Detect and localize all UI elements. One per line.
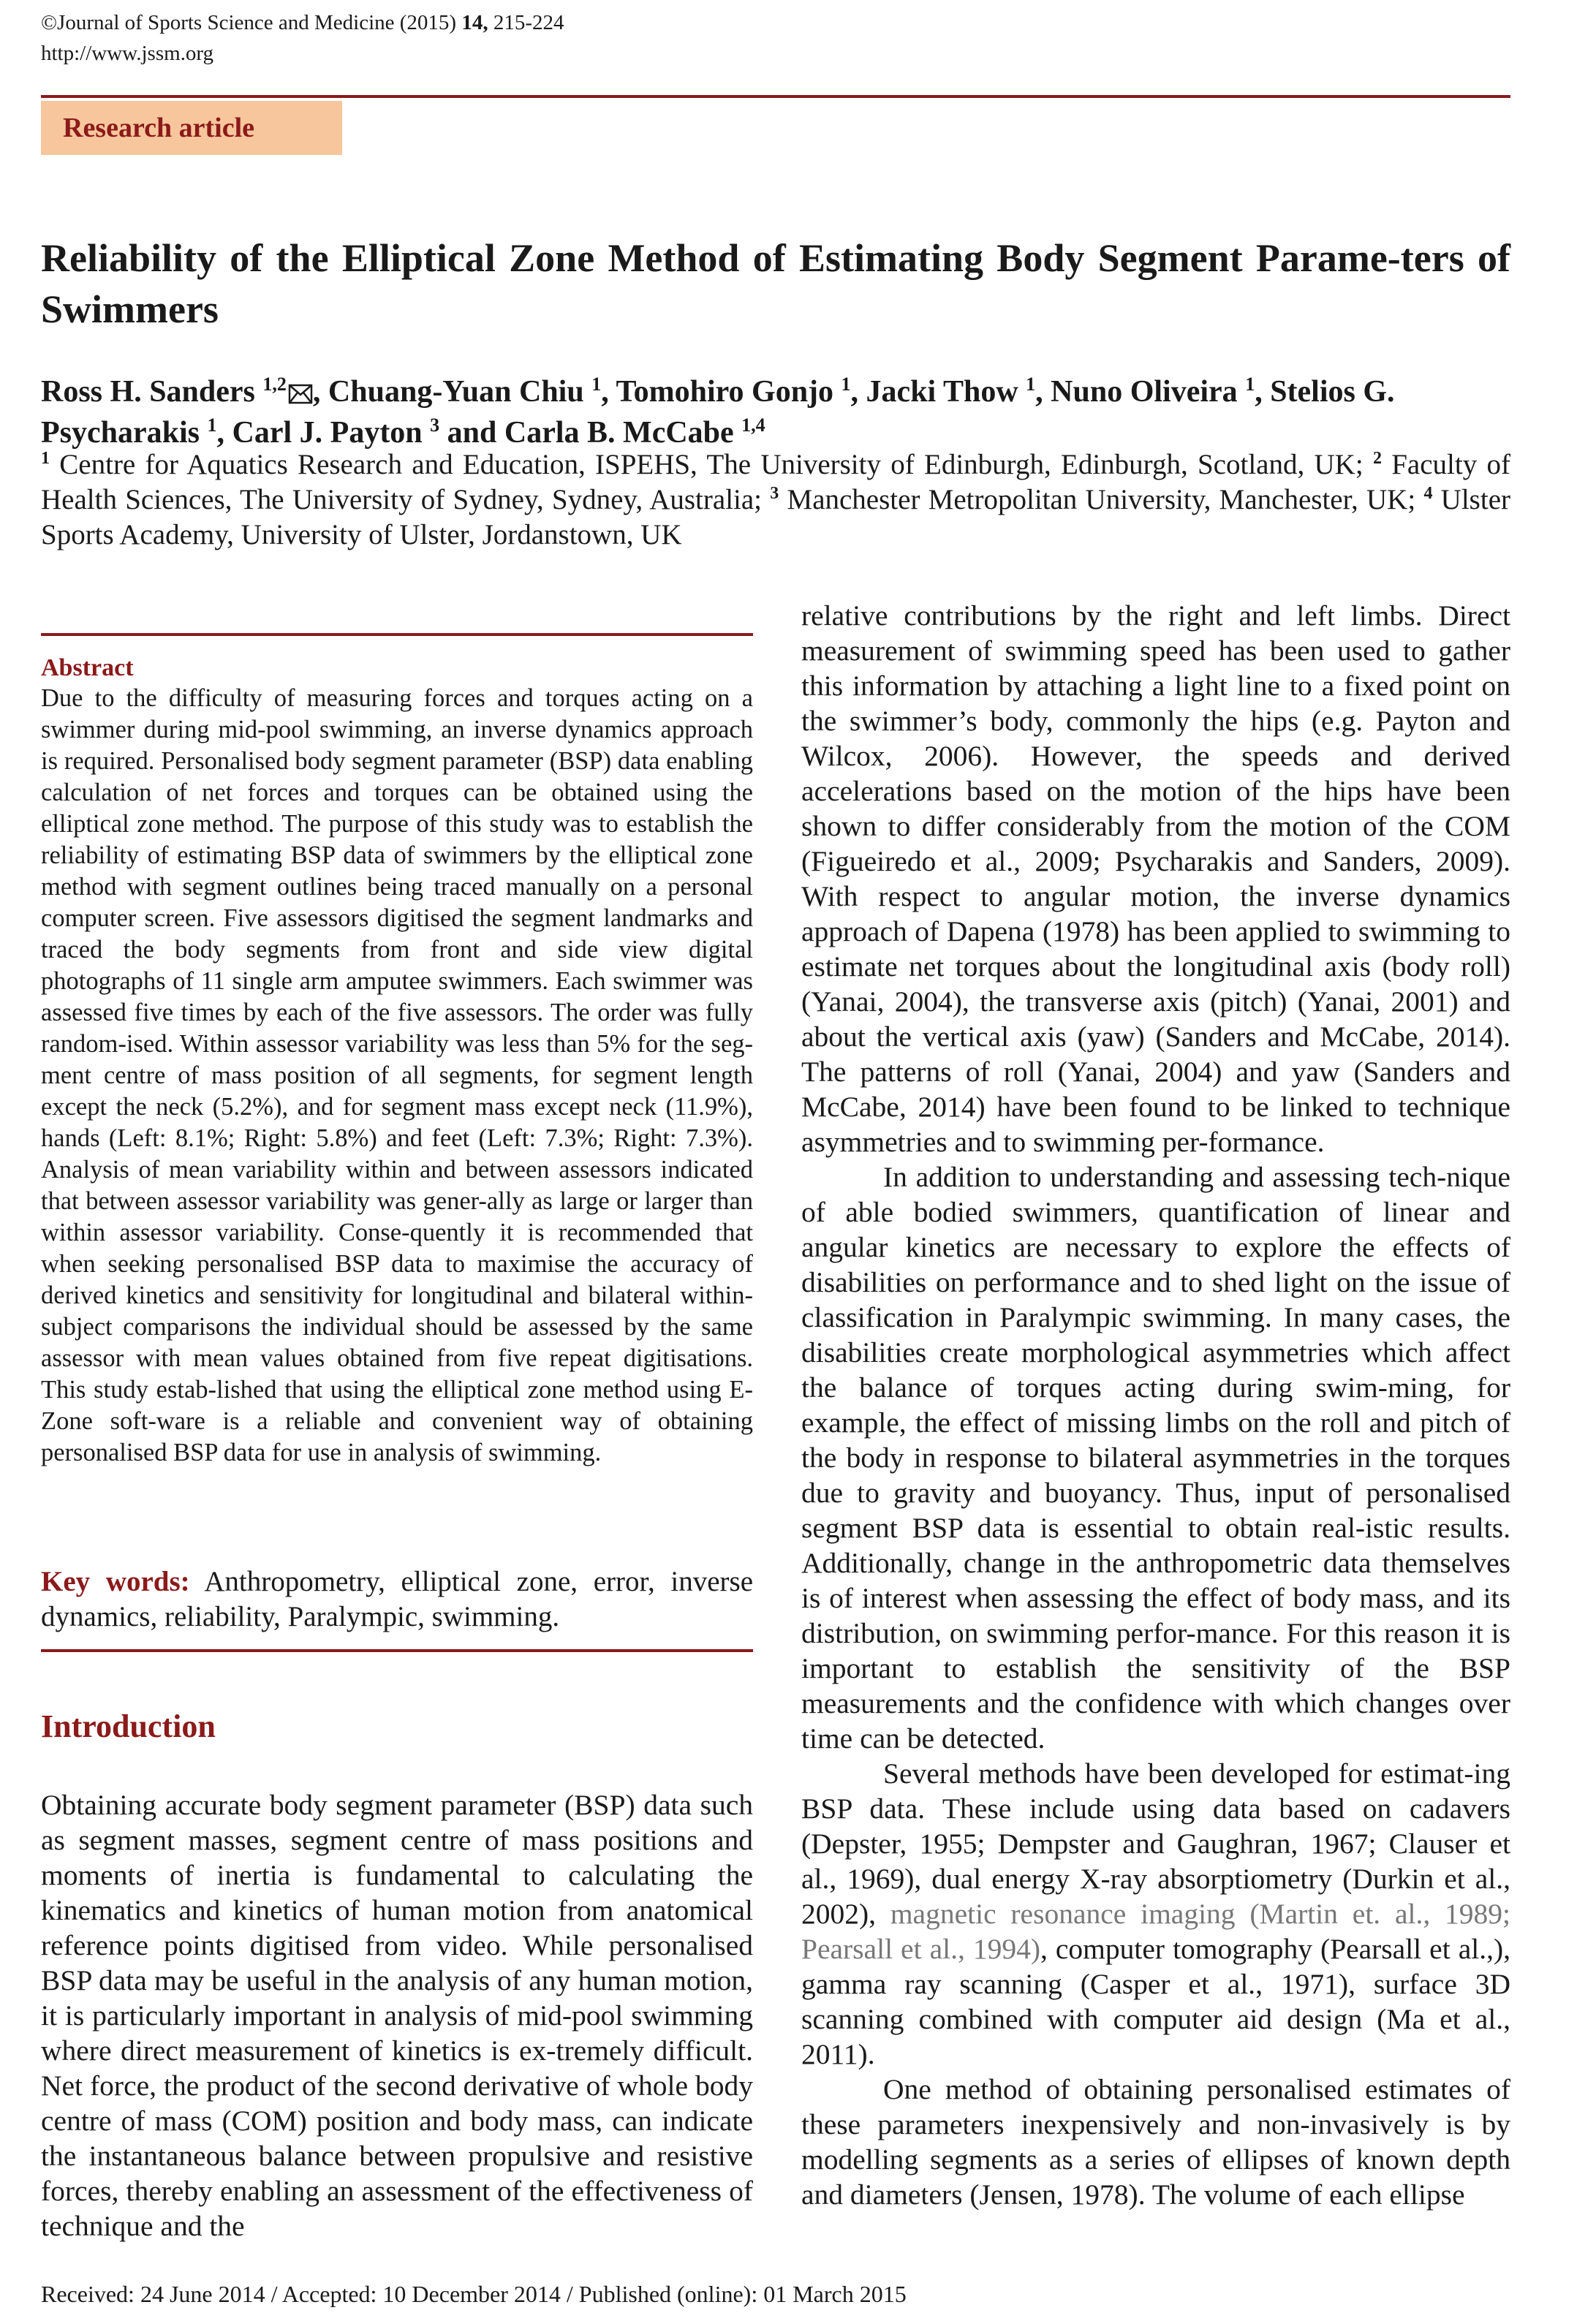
author-name: Jacki Thow — [866, 375, 1018, 409]
author-affiliation-marker: 1 — [1245, 374, 1255, 395]
author-affiliation-marker: 1 — [207, 414, 217, 436]
right-column-text — [801, 598, 1510, 2212]
keywords-label: Key words: — [41, 1566, 190, 1597]
abstract-top-rule — [41, 633, 753, 636]
author-name: Stelios G. Psycharakis — [41, 375, 1395, 450]
author-name: Tomohiro Gonjo — [616, 375, 834, 409]
keywords — [41, 1564, 753, 1635]
affiliation-number: 1 — [41, 449, 50, 468]
author-name: Ross H. Sanders — [41, 375, 255, 409]
author-separator: , — [1255, 375, 1271, 409]
header-rule — [41, 95, 1510, 98]
author-separator: , — [1035, 375, 1051, 409]
intro-paragraph-5: One method of obtaining personalised estimates of these parameters inexpensively and non-invasively is by modelling segments as a series of ellipses of known depth and diameters (Jensen, 1978). The volume of each ellipse — [801, 2073, 1510, 2211]
affiliation-text: Manchester Metropolitan University, Manchester, UK; — [779, 484, 1424, 515]
author-affiliation-marker: 1,2 — [262, 374, 287, 395]
envelope-icon[interactable] — [288, 376, 313, 414]
author-name: Carla B. McCabe — [504, 416, 734, 450]
author-affiliation-marker: 1 — [1026, 374, 1036, 395]
journal-citation: ©Journal of Sports Science and Medicine (2015) 14, 215-224 — [41, 11, 564, 34]
intro-paragraph-4: Several methods have been developed for estimat-ing BSP data. These include using data based on cadavers (Depster, 1955; Dempster and Gaughran, 1967; Clauser et al., 1969), dual energy X-ray absorptiometry (Durkin et al., 2002), magnetic resonance imaging (Martin et. al., 1989; Pearsall et al., 1994), computer tomography (Pearsall et al.,), gamma ray scanning (Casper et al., 1971), surface 3D scanning combined with computer aid design (Ma et al., 2011). — [801, 1757, 1510, 2070]
author-separator: , — [850, 375, 866, 409]
author-name: Nuno Oliveira — [1051, 375, 1238, 409]
author-affiliation-marker: 1 — [591, 374, 602, 395]
article-title: Reliability of the Elliptical Zone Method of Estimating Body Segment Parame-ters of Swimmers — [41, 236, 1510, 331]
affiliations — [41, 447, 1510, 553]
affiliation-text: Ulster Sports Academy, University of Ulster, Jordanstown, UK — [41, 484, 1510, 550]
journal-url[interactable]: http://www.jssm.org — [41, 42, 214, 65]
author-separator: , — [216, 416, 232, 450]
abstract-heading: Abstract — [41, 654, 134, 681]
intro-paragraph-2: relative contributions by the right and left limbs. Direct measurement of swimming speed has been used to gather this information by attaching a light line to a fixed point on the swimmer’s body, commonly the hips (e.g. Payton and Wilcox, 2006). However, the speeds and derived accelerations based on the motion of the hips have been shown to differ considerably from the motion of the COM (Figueiredo et al., 2009; Psycharakis and Sanders, 2009). With respect to angular motion, the inverse dynamics approach of Dapena (1978) has been applied to swimming to estimate net torques about the longitudinal axis (body roll) (Yanai, 2004), the transverse axis (pitch) (Yanai, 2001) and about the vertical axis (yaw) (Sanders and McCabe, 2014). The patterns of roll (Yanai, 2004) and yaw (Sanders and McCabe, 2014) have been found to be linked to technique asymmetries and to swimming per-formance. — [801, 599, 1510, 1158]
journal-header — [41, 7, 564, 69]
author-affiliation-marker: 1,4 — [741, 414, 765, 436]
intro-paragraph-1: Obtaining accurate body segment parameter (BSP) data such as segment masses, segment centre of mass positions and moments of inertia is fundamental to calculating the kinematics and kinetics of human motion from anatomical reference points digitised from video. While personalised BSP data may be useful in the analysis of any human motion, it is particularly important in analysis of mid-pool swimming where direct measurement of kinetics is ex-tremely difficult. Net force, the product of the second derivative of whole body centre of mass (COM) position and body mass, can indicate the instantaneous balance between propulsive and resistive forces, thereby enabling an assessment of the effectiveness of technique and the — [41, 1789, 753, 2242]
author-affiliation-marker: 1 — [841, 374, 851, 395]
introduction-heading: Introduction — [41, 1708, 216, 1744]
author-separator: and — [439, 416, 504, 450]
grey-citation-text: magnetic resonance imaging (Martin et. al., 1989; Pearsall et al., 1994) — [801, 1898, 1510, 1965]
publication-dates: Received: 24 June 2014 / Accepted: 10 December 2014 / Published (online): 01 March 2015 — [41, 2281, 907, 2307]
author-name: Chuang-Yuan Chiu — [328, 375, 584, 409]
author-separator: , — [601, 375, 616, 409]
author-list — [41, 373, 1510, 452]
affiliation-text: Centre for Aquatics Research and Education, ISPEHS, The University of Edinburgh, Edinburgh, Scotland, UK; — [50, 449, 1373, 480]
abstract-text: Due to the difficulty of measuring forces and torques acting on a swimmer during mid-pool swimming, an inverse dynamics approach is required. Personalised body segment parameter (BSP) data enabling calculation of net forces and torques can be obtained using the elliptical zone method. The purpose of this study was to establish the reliability of estimating BSP data of swimmers by the elliptical zone method with segment outlines being traced manually on a personal computer screen. Five assessors digitised the segment landmarks and traced the body segments from front and side view digital photographs of 11 single arm amputee swimmers. Each swimmer was assessed five times by each of the five assessors. The order was fully random-ised. Within assessor variability was less than 5% for the seg-ment centre of mass position of all segments, for segment length except the neck (5.2%), and for segment mass except neck (11.9%), hands (Left: 8.1%; Right: 5.8%) and feet (Left: 7.3%; Right: 7.3%). Analysis of mean variability within and between assessors indicated that between assessor variability was gener-ally as large or larger than within assessor variability. Conse-quently it is recommended that when seeking personalised BSP data to maximise the accuracy of derived kinetics and sensitivity for longitudinal and bilateral within-subject comparisons the individual should be assessed by the same assessor with mean values obtained from five repeat digitisations. This study estab-lished that using the elliptical zone method using E-Zone soft-ware is a reliable and convenient way of obtaining personalised BSP data for use in analysis of swimming. — [41, 684, 753, 1466]
keywords-text: Anthropometry, elliptical zone, error, inverse dynamics, reliability, Paralympic, swimming. — [41, 1566, 753, 1632]
author-name: Carl J. Payton — [232, 416, 423, 450]
author-affiliation-marker: 3 — [430, 414, 440, 436]
affiliation-text: Faculty of Health Sciences, The University of Sydney, Sydney, Australia; — [41, 449, 1510, 515]
affiliation-number: 2 — [1372, 449, 1382, 468]
affiliation-number: 4 — [1423, 484, 1433, 503]
abstract-bottom-rule — [41, 1649, 753, 1652]
author-separator: , — [312, 375, 328, 409]
intro-paragraph-3: In addition to understanding and assessing tech-nique of able bodied swimmers, quantification of linear and angular kinetics are necessary to explore the effects of disabilities on performance and to shed light on the issue of classification in Paralympic swimming. In many cases, the disabilities create morphological asymmetries which affect the balance of torques acting during swim-ming, for example, the effect of missing limbs on the roll and pitch of the body in response to bilateral asymmetries in the torques due to gravity and buoyancy. Thus, input of personalised segment BSP data is essential to obtain real-istic results. Additionally, change in the anthropometric data themselves is of interest when assessing the effect of body mass, and its distribution, on swimming perfor-mance. For this reason it is important to establish the sensitivity of the BSP measurements and the confidence with which changes over time can be detected. — [801, 1161, 1510, 1754]
article-type-label: Research article — [41, 101, 342, 155]
affiliation-number: 3 — [770, 484, 779, 503]
left-column-text — [41, 1787, 753, 2244]
